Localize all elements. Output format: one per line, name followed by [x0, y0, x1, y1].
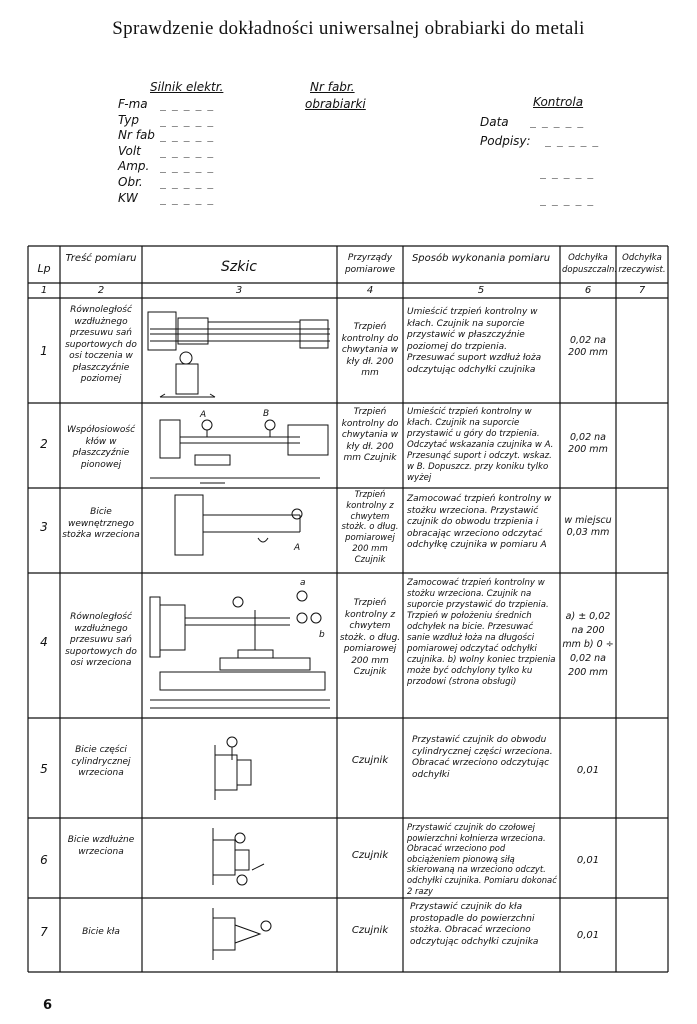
blank-line: _ _ _ _ _ — [540, 192, 595, 206]
row-6-tresc: Bicie wzdłużne wrzeciona — [67, 835, 135, 857]
row-7-lp: 7 — [40, 925, 48, 939]
col-header-szkic: Szkic — [221, 259, 257, 275]
row-3-sposob: Zamocować trzpień kontrolny w stożku wrzeciona. Przystawić czujnik do obwodu trzpienia i obracając wrzeciono odczytać odchyłkę czujnika w pomiaru A — [407, 494, 552, 550]
row-7-tresc: Bicie kła — [82, 927, 120, 937]
row-1-dop: 0,02 na 200 mm — [568, 335, 608, 358]
sketch-label-b-small: b — [319, 630, 325, 640]
row-7-sposob: Przystawić czujnik do kła prostopadle do powierzchni stożka. Obracać wrzeciono odczytując odchyłki czujnika — [410, 902, 539, 947]
blank-line: _ _ _ _ _ — [540, 165, 595, 179]
col-header-przyrzady: Przyrządy pomiarowe — [344, 253, 396, 275]
sketch-label-a: A — [200, 410, 207, 420]
motor-field-fma: F-ma — [118, 97, 148, 111]
motor-field-kw: KW — [118, 190, 138, 205]
control-heading: Kontrola — [533, 95, 584, 109]
row-3-dop: w miejscu 0,03 mm — [564, 515, 612, 538]
row-4-lp: 4 — [40, 635, 48, 649]
page-title: Sprawdzenie dokładności uniwersalnej obrabiarki do metali — [112, 18, 585, 39]
row-4-tresc: Równoległość wzdłużnego przesuwu sań suportowych do osi wrzeciona — [65, 612, 137, 668]
row-7-przyrzady: Czujnik — [351, 925, 389, 936]
row-5-przyrzady: Czujnik — [351, 755, 389, 766]
col-number: 3 — [235, 285, 243, 296]
row-4-dop: a) ± 0,02 na 200 mm b) 0 ÷ 0,02 na 200 mm — [562, 611, 614, 678]
col-number: 2 — [97, 285, 105, 296]
row-2-przyrzady: Trzpień kontrolny do chwytania w kły dł. 200 mm Czujnik — [341, 407, 399, 463]
sketch-row-4 — [150, 591, 330, 708]
row-5-sposob: Przystawić czujnik do obwodu cylindrycznej części wrzeciona. Obracać wrzeciono odczytując odchyłki — [412, 735, 553, 780]
page-number: 6 — [43, 998, 53, 1013]
sketch-row-1 — [148, 312, 330, 397]
row-5-lp: 5 — [40, 762, 48, 776]
col-number: 5 — [477, 285, 485, 296]
motor-field-nrfab: Nr fab — [118, 128, 155, 143]
blank-line: _ _ _ _ _ — [160, 174, 215, 189]
row-2-tresc: Współosiowość kłów w płaszczyźnie pionowej — [66, 425, 136, 470]
row-6-dop: 0,01 — [576, 855, 600, 866]
blank-line: _ _ _ _ _ — [160, 159, 215, 174]
row-5-tresc: Bicie części cylindrycznej wrzeciona — [71, 745, 131, 778]
machine-no-line1: Nr fabr. — [310, 80, 355, 94]
col-number: 7 — [638, 285, 646, 296]
col-header-dop: Odchyłka dopuszczaln. — [562, 253, 618, 275]
col-header-sposob: Sposób wykonania pomiaru — [411, 253, 551, 264]
row-1-przyrzady: Trzpień kontrolny do chwytania w kły dł. 200 mm — [341, 322, 399, 378]
blank-line: _ _ _ _ _ — [160, 143, 215, 158]
row-3-lp: 3 — [40, 520, 48, 534]
control-field-data: Data — [480, 115, 509, 129]
sketch-label-a: A — [294, 543, 301, 553]
col-number: 4 — [366, 285, 374, 296]
motor-field-volt: Volt — [118, 143, 141, 158]
motor-heading: Silnik elektr. — [150, 80, 224, 94]
blank-line: _ _ _ _ _ — [160, 112, 215, 127]
blank-line: _ _ _ _ _ — [160, 97, 215, 111]
row-3-przyrzady: Trzpień kontrolny z chwytem stożk. o dług. pomiarowej 200 mm Czujnik — [341, 490, 399, 565]
row-7-dop: 0,01 — [576, 930, 600, 941]
col-header-rzecz: Odchyłka rzeczywist. — [618, 253, 666, 275]
sketch-row-6 — [213, 828, 264, 885]
blank-line: _ _ _ _ _ — [160, 190, 215, 205]
sketch-row-5 — [215, 737, 251, 800]
sketch-label-a-small: a — [300, 578, 306, 588]
motor-field-obr: Obr. — [118, 174, 143, 189]
blank-line: _ _ _ _ _ — [545, 133, 600, 147]
motor-field-typ: Typ — [118, 112, 140, 127]
row-4-przyrzady: Trzpień kontrolny z chwytem stożk. o dług. pomiarowej 200 mm Czujnik — [339, 598, 401, 677]
blank-line: _ _ _ _ _ — [160, 128, 215, 143]
col-number: 1 — [40, 285, 48, 296]
blank-line: _ _ _ _ _ — [530, 114, 585, 128]
motor-field-amp: Amp. — [118, 159, 150, 174]
row-1-sposob: Umieścić trzpień kontrolny w kłach. Czujnik na suporcie przystawić w płaszczyźnie poziomej do trzpienia. Przesuwać suport wzdłuż łoża odczytując odchyłki czujnika — [407, 307, 542, 375]
row-6-przyrzady: Czujnik — [351, 850, 389, 861]
row-5-dop: 0,01 — [576, 765, 600, 776]
sketch-row-7 — [213, 908, 271, 960]
sketch-row-2 — [150, 420, 328, 483]
row-4-sposob: Zamocować trzpień kontrolny w stożku wrzeciona. Czujnik na suporcie przystawić do trzpienia. Trzpień w położeniu średnich odchyłek na bicie. Przesuwać sanie wzdłuż łoża na długości pomiarowej odczytać odchyłki czujnika. b) wolny koniec trzpienia może być odchylony tylko ku przodowi (strona obsługi) — [407, 578, 556, 687]
row-6-lp: 6 — [40, 853, 48, 867]
col-header-lp: Lp — [37, 262, 51, 275]
control-field-podpisy: Podpisy: — [480, 134, 531, 148]
row-6-sposob: Przystawić czujnik do czołowej powierzchni kołnierza wrzeciona. Obracać wrzeciono pod obciążeniem pionową siłą skierowaną na wrzeciono odczyt. odchyłki czujnika. Pomiaru dokonać 2 razy — [407, 822, 557, 896]
machine-no-line2: obrabiarki — [305, 97, 366, 111]
sketch-label-b: B — [263, 409, 270, 419]
row-2-dop: 0,02 na 200 mm — [568, 432, 608, 455]
col-number: 6 — [584, 285, 592, 296]
row-1-lp: 1 — [40, 344, 48, 358]
row-1-tresc: Równoległość wzdłużnego przesuwu sań suportowych do osi toczenia w płaszczyźnie poziomej — [65, 305, 137, 384]
row-3-tresc: Bicie wewnętrznego stożka wrzeciona — [62, 507, 140, 540]
row-2-sposob: Umieścić trzpień kontrolny w kłach. Czujnik na suporcie przystawić u góry do trzpienia. Odczytać wskazania czujnika w A. Przesunąć suport i odczyt. wskaz. w B. Dopuszcz. przy koniku tylko wyżej — [407, 407, 554, 483]
col-header-tresc: Treść pomiaru — [65, 253, 137, 264]
row-2-lp: 2 — [40, 437, 48, 451]
sketch-row-3 — [175, 495, 302, 555]
